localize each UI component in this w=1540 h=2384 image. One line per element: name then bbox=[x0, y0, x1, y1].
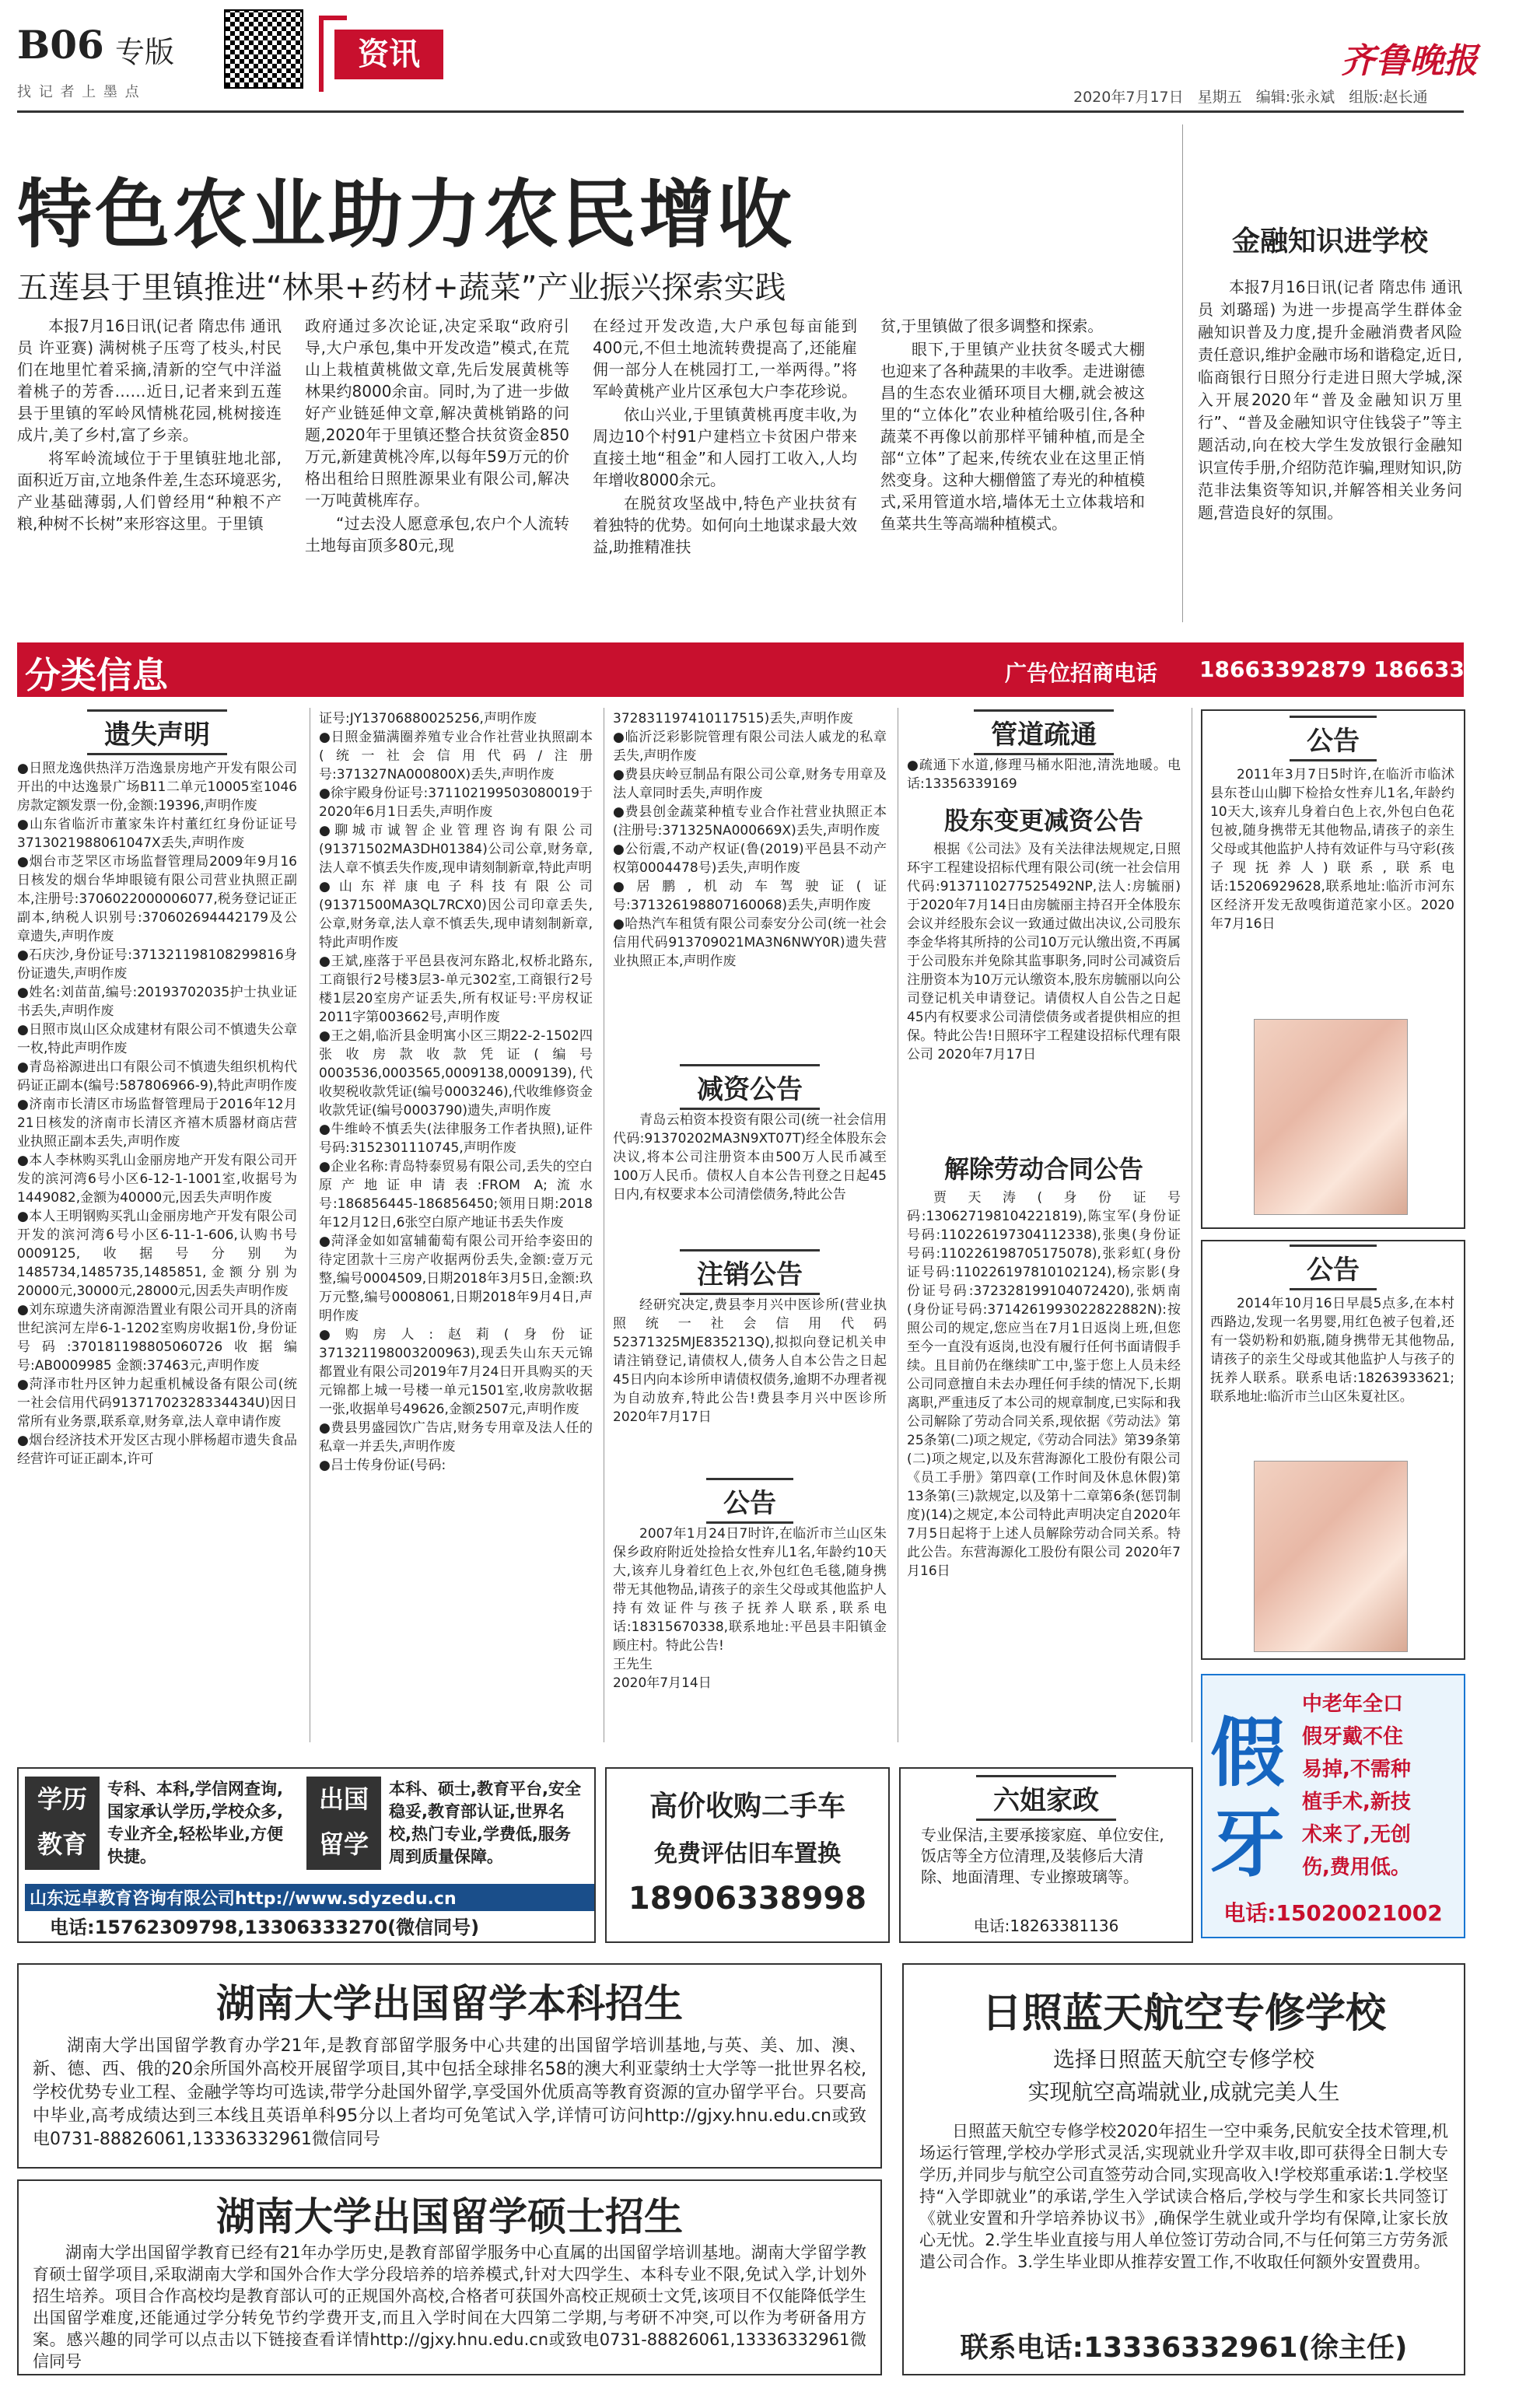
pipe-title: 管道疏通 bbox=[974, 709, 1114, 755]
lead-col-3 bbox=[593, 315, 857, 559]
hunan2-body: 湖南大学出国留学教育已经有21年办学历史,是教育部留学服务中心直属的出国留学培训基地。湖南大学留学教育硕士留学项目,采取湖南大学和国外合作大学分段培养的培养模式,针对大四学生、本科专业不限,免试入学,计划外招生培养。项目合作高校均是教育部认可的正规国外高校,合格者可获国外高校正规硕士文凭,该项目不仅能降低学生出国留学难度,还能通过学分转免节约学费开支,而且入学时间在大四第二学期,与考研不冲突,可以作为考研备用方案。感兴趣的同学可以点击以下链接查看详情http://gjxy.hnu.edu.cn或致电0731-88826061,13336332961微信同号 bbox=[33, 2243, 866, 2371]
capital-paragraph: 青岛云柏资本投资有限公司(统一社会信用代码:91370202MA3N9XT07T)经全体股东会决议,将本公司注册资本由500万人民币减至100万人民币。债权人自本公告刊登之日起45日内,有权要求本公司清偿债务,特此公告 bbox=[613, 1112, 887, 1203]
notice-item: ●本人李林购买乳山金丽房地产开发有限公司开发的滨河湾6号小区6-12-1-1001室,收据号为1449082,金额为40000元,因丢失声明作废 bbox=[17, 1153, 297, 1206]
lead-paragraph: 在经过开发改造,大户承包每亩能到400元,不但土地流转费提高了,还能雇佣一部分人在桃园打工,一举两得。”将军岭黄桃产业片区承包大户李花珍说。 bbox=[593, 317, 857, 401]
labor-body bbox=[907, 1188, 1181, 1581]
study-text: 本科、硕士,教育平台,安全稳妥,教育部认证,世界名校,热门专业,学费低,服务周到质量保障。 bbox=[389, 1780, 581, 1866]
capital-heading bbox=[613, 1064, 887, 1110]
edu-label bbox=[25, 1777, 100, 1870]
finance-title: 金融知识进学校 bbox=[1231, 225, 1428, 257]
labor-paragraph: 贾天涛(身份证号码:130627198104221819),陈宝军(身份证号码:110226197304112338),张奥(身份证号码:110226198705175078),张彩虹(身份证号码:110226197810102124),杨宗影(身份证号码:372328199104072420),张炳南(身份证号码:371426199302282​2882N):按照公司的规定,您应当在7月1日返岗上班,但您至今一直没有返岗,也没有履行任何书面请假手续。且目前仍在继续旷工中,鉴于您上人员未经公司同意擅自未去办理任何手续的情况下,长期离职,严重违反了本公司的规章制度,已实际和我公司解除了劳动合同关系,现依据《劳动法》第25条第(二)项之规定,《劳动合同法》第39条第(二)项之规定,以及东营海源化工股份有限公司《员工手册》第四章(工作时间及休息休假)第13条第(三)款规定,以及第十二章第6条(惩罚制度)(14)之规定,本公司特此声明决定自2020年7月5日起将于上述人员解除劳动合同关系。特此公告。东营海源化工股份有限公司 2020年7月16日 bbox=[907, 1190, 1181, 1579]
labor-title: 解除劳动合同公告 bbox=[943, 1154, 1143, 1184]
car-line-2: 免费评估旧车置换 bbox=[654, 1840, 841, 1868]
notice-body bbox=[613, 1525, 887, 1693]
lost-heading bbox=[17, 709, 297, 755]
lead-paragraph: 将军岭流域位于于里镇驻地北部,面积近万亩,立地条件差,生态环境恶劣,产业基础薄弱,人们曾经用“种粮不产粮,种树不长树”来形容这里。于里镇 bbox=[17, 449, 282, 533]
notice-item: ●本人王明钢购买乳山金丽房地产开发有限公司开发的滨河湾6号小区6-11-1-606,认购书号0009125,收据号分别为1485734,1485735,1485851,金额分别为20000元,30000元,28000元,因丢失声明作废 bbox=[17, 1209, 297, 1299]
notice1-title: 公告 bbox=[1290, 716, 1377, 761]
study-label bbox=[306, 1777, 381, 1870]
section-label: 专版 bbox=[115, 35, 175, 69]
ad-contact-label: 广告位招商电话 bbox=[1005, 660, 1158, 686]
notice-item: 372831197410117515)丢失,声明作废 bbox=[613, 711, 853, 726]
lost-title: 遗失声明 bbox=[87, 709, 227, 755]
notice-list-col3 bbox=[613, 709, 887, 971]
lead-title: 特色农业助力农民增收 bbox=[17, 170, 795, 258]
notice2-title: 公告 bbox=[1290, 1245, 1377, 1290]
denture-line: 中老年全口 bbox=[1302, 1693, 1404, 1716]
layout-editor: 组版:赵长通 bbox=[1349, 89, 1428, 106]
notice-sign: 王先生 bbox=[613, 1657, 653, 1672]
date-line bbox=[1073, 86, 1428, 107]
house-title: 六姐家政 bbox=[976, 1775, 1116, 1821]
notice1-paragraph: 2011年3月7日5时许,在临沂市临沭县东苍山山脚下检拾女性弃儿1名,年龄约10天大,该弃儿身着白色上衣,外包白色花包被,随身携带无其他物品,请孩子的亲生父母或其他监护人持有效证件与马守彩(孩子现抚养人)联系,联系电话:15206929628,联系地址:临沂市河东区经济开发无敌嗅街道范家小区。2020年7月16日 bbox=[1210, 767, 1454, 932]
denture-line: 植手术,新技 bbox=[1302, 1791, 1411, 1814]
notice-item: ●费县男盛园饮广告店,财务专用章及法人任的私章一并丢失,声明作废 bbox=[319, 1420, 593, 1455]
denture-big-2: 牙 bbox=[1210, 1799, 1285, 1887]
editor: 编辑:张永斌 bbox=[1255, 89, 1335, 106]
notice-item: ●王之娟,临沂县金明寓小区三期22-2-1502四张收房款收款凭证(编号0003536,0003565,0009138,0009139),代收契税收款凭证(编号0003246),代收维修资金收款凭证(编号0003790)遗失,声明作废 bbox=[319, 1028, 593, 1118]
aviation-sub-2: 实现航空高端就业,成就完美人生 bbox=[1027, 2079, 1340, 2105]
study-label-line: 留学 bbox=[318, 1829, 369, 1859]
car-phone: 18906338998 bbox=[628, 1881, 867, 1917]
notice-item: ●烟台经济技术开发区古现小胖杨超市遗失食品经营许可证正副本,许可 bbox=[17, 1433, 297, 1467]
notice2-heading bbox=[1201, 1245, 1465, 1290]
notice-item: ●刘东琼遗失济南源浩置业有限公司开具的济南世纪滨河左岸6-1-1202室购房收据1份,身份证号码:370181198805060726收据编号:AB0009985 金额:37463元,声明作废 bbox=[17, 1302, 297, 1374]
notice-item: ●日照市岚山区众成建材有限公司不慎遗失公章一枚,特此声明作废 bbox=[17, 1022, 297, 1056]
denture-phone: 电话:15020021002 bbox=[1223, 1900, 1443, 1926]
weekday: 星期五 bbox=[1197, 89, 1242, 106]
cancel-body bbox=[613, 1296, 887, 1427]
edu-label-line: 学历 bbox=[37, 1784, 87, 1814]
slogan: 找 记 者 上 墨 点 bbox=[17, 84, 141, 100]
hunan2-title: 湖南大学出国留学硕士招生 bbox=[216, 2193, 683, 2239]
housekeeping-ad[interactable] bbox=[899, 1767, 1193, 1943]
notice-item: ●费县创金蔬菜种植专业合作社营业执照正本(注册号:371325NA000669X)丢失,声明作废 bbox=[613, 804, 887, 838]
education-ad[interactable] bbox=[17, 1767, 596, 1943]
lead-paragraph: 在脱贫攻坚战中,特色产业扶贫有着独特的优势。如何向土地谋求最大效益,助推精准扶 bbox=[593, 494, 857, 556]
cancel-heading bbox=[613, 1249, 887, 1295]
notice-item: ●徐宇殿身份证号:371102199503080019于2020年6月1日丢失,声明作废 bbox=[319, 786, 593, 820]
notice2-paragraph: 2014年10月16日早晨5点多,在本村西路边,发现一名男婴,用红色被子包着,还有一袋奶粉和奶瓶,随身携带无其他物品,请孩子的亲生父母或其他监护人与孩子的抚养人联系。联系电话:18263933621;联系地址:临沂市兰山区朱夏社区。 bbox=[1210, 1296, 1454, 1405]
denture-big-1: 假 bbox=[1210, 1709, 1285, 1797]
notice-item: ●青岛裕源进出口有限公司不慎遗失组织机构代码证正副本(编号:587806966-9),特此声明作废 bbox=[17, 1059, 297, 1094]
qr-code-icon[interactable] bbox=[224, 9, 303, 89]
notice-item: ●日照金猫满圈养殖专业合作社营业执照副本(统一社会信用代码/注册号:371327NA000800X)丢失,声明作废 bbox=[319, 730, 593, 782]
notice-item: ●菏泽金如如富辅葡萄有限公司开给李姿田的待定团款十三房产收据两份丢失,金额:壹万元整,编号0004509,日期2018年3月5日,金额:玖万元整,编号0008061,日期2018年9月4日,声明作废 bbox=[319, 1234, 593, 1324]
aviation-title: 日照蓝天航空专修学校 bbox=[981, 1990, 1386, 2037]
pipe-heading bbox=[907, 709, 1181, 755]
share-title: 股东变更减资公告 bbox=[943, 806, 1143, 835]
notice-item: ●购房人:赵莉(身份证371321198003200963),现丢失山东天元锦都置业有限公司2019年7月24日开具购买的天元锦都上城一号楼一单元1501室,收房款收据一张,收据单号49626,金额2507元,声明作废 bbox=[319, 1327, 593, 1417]
aviation-phone: 联系电话:13336332961(徐主任) bbox=[960, 2332, 1408, 2364]
ad-contact-phones: 18663392879 18663392869 bbox=[1199, 656, 1540, 682]
notice1-body bbox=[1210, 765, 1454, 933]
notice-item: ●王斌,座落于平邑县夜河东路北,权桥北路东,工商银行2号楼3层3-单元302室,工商银行2号楼1层20室房产证丢失,所有权证号:平房权证2011字第003662号,声明作废 bbox=[319, 954, 593, 1025]
notice-item: ●日照龙逸供热洋万浩逸景房地产开发有限公司开出的中达逸景广场B11二单元10005室1046房款定额发票一份,金额:19396,声明作废 bbox=[17, 761, 297, 814]
denture-text bbox=[1302, 1688, 1458, 1884]
page-number: B06 bbox=[17, 22, 104, 68]
finance-paragraph: 本报7月16日讯(记者 隋忠伟 通讯员 刘璐瑶) 为进一步提高学生群体金融知识普及力度,提升金融消费者风险责任意识,维护金融市场和谐稳定,近日,临商银行日照分行走进日照大学城,深入开展2020年“普及金融知识万里行”、“普及金融知识守住钱袋子”等主题活动,向在校大学生发放银行金融知识宣传手册,介绍防范诈骗,理财知识,防范非法集资等知识,并解答相关业务问题,营造良好的氛围。 bbox=[1198, 278, 1462, 522]
denture-line: 伤,费用低。 bbox=[1302, 1856, 1411, 1879]
share-body bbox=[907, 840, 1181, 1064]
denture-line: 术来了,无创 bbox=[1302, 1823, 1411, 1847]
notice-item: ●济南市长清区市场监督管理局于2016年12月21日核发的济南市长清区齐禧木质器材商店营业执照正副本丢失,声明作废 bbox=[17, 1097, 297, 1150]
notice-paragraph: 2007年1月24日7时许,在临沂市兰山区朱保乡政府附近处捡拾女性弃儿1名,年龄约10天大,该弃儿身着红色上衣,外包红色毛毯,随身携带无其他物品,请孩子的亲生父母或其他监护人持有效证件与孩子抚养人联系,联系电话:18315670338,联系地址:平邑县丰阳镇金顾庄村。特此公告! bbox=[613, 1526, 887, 1654]
notice-item: ●聊城市诚智企业管理咨询有限公司(91371502MA3DH01384)公司公章,财务章,法人章不慎丢失作废,现申请刻制新章,特此声明 bbox=[319, 823, 593, 876]
notice-item: ●山东祥康电子科技有限公司(91371500MA3QL7RCX0)因公司印章丢失,公章,财务章,法人章不慎丢失,现申请刻制新章,特此声明作废 bbox=[319, 879, 593, 950]
notice-item: ●牛维岭不慎丢失(法律服务工作者执照),证件号码:3152301110745,声明作废 bbox=[319, 1122, 593, 1156]
hunan-undergrad-ad[interactable] bbox=[17, 1963, 882, 2169]
used-car-ad[interactable] bbox=[605, 1767, 890, 1943]
notice-item: ●企业名称:青岛特泰贸易有限公司,丢失的空白原产地证申请表:FROM A;流水号:186856445-186856450;领用日期:2018年12月12日,6张空白原产地证书丢失作废 bbox=[319, 1159, 593, 1231]
infant-photo-2 bbox=[1254, 1461, 1408, 1652]
lead-paragraph: 依山兴业,于里镇黄桃再度丰收,为周边10个村91户建档立卡贫困户带来直接土地“租金”和人园打工收入,人均年增收8000余元。 bbox=[593, 405, 857, 489]
notice-date: 2020年7月14日 bbox=[613, 1675, 712, 1691]
pipe-paragraph: ●疏通下水道,修理马桶水阳池,清洗地暖。电话:13356339169 bbox=[907, 758, 1181, 792]
house-phone: 电话:18263381136 bbox=[973, 1917, 1119, 1935]
cancel-paragraph: 经研究决定,费县李月兴中医诊所(营业执照统一社会信用代码52371325MJE835213Q),拟拟向登记机关申请注销登记,请债权人,债务人自本公告之日起45日内向本诊所申请债权债务,逾期不办理者视为自动放弃,特此公告!费县李月兴中医诊所 2020年7月17日 bbox=[613, 1297, 887, 1425]
house-body: 专业保洁,主要承接家庭、单位安住,饭店等全方位清理,及装修后大清除、地面清理、专业擦玻璃等。 bbox=[921, 1826, 1164, 1886]
column-bracket-icon bbox=[319, 16, 347, 92]
notice-item: ●吕士传身份证(号码: bbox=[319, 1458, 446, 1473]
date: 2020年7月17日 bbox=[1073, 89, 1184, 106]
denture-line: 假牙戴不住 bbox=[1302, 1725, 1404, 1749]
notice2-body bbox=[1210, 1294, 1454, 1406]
pipe-body bbox=[907, 756, 1181, 793]
notice-item: ●临沂泛彩影院管理有限公司法人戚龙的私章丢失,声明作废 bbox=[613, 730, 887, 764]
finance-body bbox=[1198, 276, 1462, 526]
edu-company[interactable]: 山东远卓教育咨询有限公司http://www.sdyzedu.cn bbox=[25, 1884, 594, 1911]
lead-paragraph: 政府通过多次论证,决定采取“政府引导,大户承包,集中开发改造”模式,在荒山上栽植黄桃做文章,先后发展黄桃等林果约8000余亩。同时,为了进一步做好产业链延伸文章,解决黄桃销路的问题,2020年于里镇还整合扶贫资金850万元,新建黄桃冷库,以每年59万元的价格出租给日照胜源果业有限公司,解决一万吨黄桃库存。 bbox=[305, 317, 569, 509]
lead-paragraph: 贫,于里镇做了很多调整和探索。 bbox=[880, 317, 1104, 335]
header-rule bbox=[17, 110, 1464, 113]
lead-paragraph: “过去没人愿意承包,农户个人流转土地每亩顶多80元,现 bbox=[305, 514, 569, 555]
hunan-master-ad[interactable] bbox=[17, 2179, 882, 2375]
capital-title: 减资公告 bbox=[680, 1064, 820, 1110]
classified-banner bbox=[17, 642, 1540, 697]
lead-col-1 bbox=[17, 315, 282, 536]
study-label-line: 出国 bbox=[318, 1784, 369, 1814]
notice-title: 公告 bbox=[706, 1478, 793, 1524]
lead-col-4 bbox=[880, 315, 1145, 536]
infant-photo-1 bbox=[1254, 1019, 1408, 1215]
denture-ad[interactable] bbox=[1201, 1674, 1465, 1938]
classified-title: 分类信息 bbox=[25, 654, 168, 696]
lead-subtitle: 五莲县于里镇推进“林果+药材+蔬菜”产业振兴探索实践 bbox=[17, 270, 786, 306]
edu-text: 专科、本科,学信网查询,国家承认学历,学校众多,专业齐全,轻松毕业,方便快捷。 bbox=[107, 1780, 283, 1866]
notice1-heading bbox=[1201, 716, 1465, 761]
notice-item: ●哈热汽车租赁有限公司泰安分公司(统一社会信用代码913709021MA3N6NWY0R)遗失营业执照正本,声明作废 bbox=[613, 916, 887, 969]
notice-item: ●菏泽市牡丹区钟力起重机械设备有限公司(统一社会信用代码91371702328334434U)因日常所有业务票,联系章,财务章,法人章申请作废 bbox=[17, 1377, 297, 1430]
column-badge: 资讯 bbox=[334, 30, 443, 79]
aviation-school-ad[interactable] bbox=[902, 1963, 1465, 2375]
hunan1-title: 湖南大学出国留学本科招生 bbox=[216, 1980, 683, 2026]
house-heading bbox=[901, 1775, 1192, 1821]
denture-line: 易掉,不需种 bbox=[1302, 1758, 1411, 1781]
lead-col-2 bbox=[305, 315, 569, 558]
notice-item: ●烟台市芝罘区市场监督管理局2009年9月16日核发的烟台华坤眼镜有限公司营业执照正副本,注册号:3706022000006077,税务登记证正副本,纳税人识别号:370602694442179及公章遗失,声明作废 bbox=[17, 854, 297, 944]
lead-paragraph: 眼下,于里镇产业扶贫冬暖式大棚也迎来了各种蔬果的丰收季。走进谢德昌的生态农业循环项目大棚,就会被这里的“立体化”农业种植给吸引住,各种蔬菜不再像以前那样平铺种植,而是全部“立体”了起来,传统农业在这里正悄然变身。这种大棚僧篮了寿光的种植模式,采用管道水培,墙体无土立体栽培和鱼菜共生等高端种植模式。 bbox=[880, 340, 1145, 533]
car-line-1: 高价收购二手车 bbox=[649, 1790, 845, 1822]
cancel-title: 注销公告 bbox=[680, 1249, 820, 1295]
column-divider bbox=[1182, 124, 1183, 622]
notice-item: 证号:JY13706880025256,声明作废 bbox=[319, 711, 537, 726]
notice-item: ●姓名:刘苗苗,编号:20193702035护士执业证书丢失,声明作废 bbox=[17, 985, 297, 1019]
notice-list-col2 bbox=[319, 709, 593, 1475]
aviation-body: 日照蓝天航空专修学校2020年招生一空中乘务,民航安全技术管理,机场运行管理,学校办学形式灵活,实现就业升学双丰收,即可获得全日制大专学历,并同步与航空公司直签劳动合同,实现高收入!学校郑重承诺:1.学校坚持“入学即就业”的承诺,学生入学试读合格后,学校与学生和家长共同签订《就业安置和升学培养协议书》,确保学生就业或升学均有保障,让家长放心无忧。2.学生毕业直接与用人单位签订劳动合同,不与任何第三方劳务派遣公司合作。3.学生毕业即从推荐安置工作,不收取任何额外安置费用。 bbox=[919, 2122, 1448, 2271]
capital-body bbox=[613, 1111, 887, 1204]
edu-label-line: 教育 bbox=[37, 1829, 87, 1859]
share-paragraph: 根据《公司法》及有关法律法规规定,日照环宇工程建设招标代理有限公司(统一社会信用代码:91371102775254​92NP,法人:房毓丽)于2020年7月14日由房毓丽主持召开全体股东会议并经股东会议一致通过做出决议,公司股东李金华将其所持的公司10万元认缴出资,不再属于公司股东并免除其监事职务,同时公司减资后注册资本为10万元认缴资本,股东房毓丽以向公司登记机关申请登记。请债权人自公告之日起45内有权要求公司清偿债务或者提供相应的担保。特此公告!日照环宇工程建设招标代理有限公司 2020年7月17日 bbox=[907, 842, 1181, 1062]
notice-item: ●费县庆岭豆制品有限公司公章,财务专用章及法人章同时丢失,声明作废 bbox=[613, 767, 887, 801]
notice-item: ●公衍震,不动产权证(鲁(2019)平邑县不动产权第0004478号)丢失,声明作废 bbox=[613, 842, 887, 876]
aviation-sub-1: 选择日照蓝天航空专修学校 bbox=[1052, 2046, 1314, 2072]
notice-item: ●居鹏,机动车驾驶证(证号:37132619880716006​8)丢失,声明作废 bbox=[613, 879, 887, 913]
lost-list bbox=[17, 759, 297, 1469]
notice-item: ●石庆沙,身份证号:371321198108299816身份证遗失,声明作废 bbox=[17, 947, 297, 982]
brand-logo: 齐鲁晚报 bbox=[1341, 41, 1478, 81]
notice-heading bbox=[613, 1478, 887, 1524]
lead-paragraph: 本报7月16日讯(记者 隋忠伟 通讯员 许亚赛) 满树桃子压弯了枝头,村民们在地里忙着采摘,清新的空气中洋溢着桃子的芳香……近日,记者来到五莲县于里镇的军岭风情桃花园,桃树接连成片,美了乡村,富了乡亲。 bbox=[17, 317, 282, 444]
edu-phone: 电话:15762309798,13306333270(微信同号) bbox=[50, 1917, 480, 1938]
hunan1-body: 湖南大学出国留学教育办学21年,是教育部留学服务中心共建的出国留学培训基地,与英、美、加、澳、新、德、西、俄的20余所国外高校开展留学项目,其中包括全球排名58的澳大利亚蒙纳士大学等一批世界名校,学校优势专业工程、金融学等均可选读,带学分赴国外留学,享受国外优质高等教育资源的宣办留学平台。只要高中毕业,高考成绩达到三本线且英语单科95分以上者均可免笔试入学,详情可访问http://gjxy.hnu.edu.cn或致电0731-88826061,13336332961微信同号 bbox=[33, 2036, 866, 2149]
notice-item: ●山东省临沂市董家朱许村董红红身份证证号3713021988061047X丢失,声明作废 bbox=[17, 817, 297, 851]
